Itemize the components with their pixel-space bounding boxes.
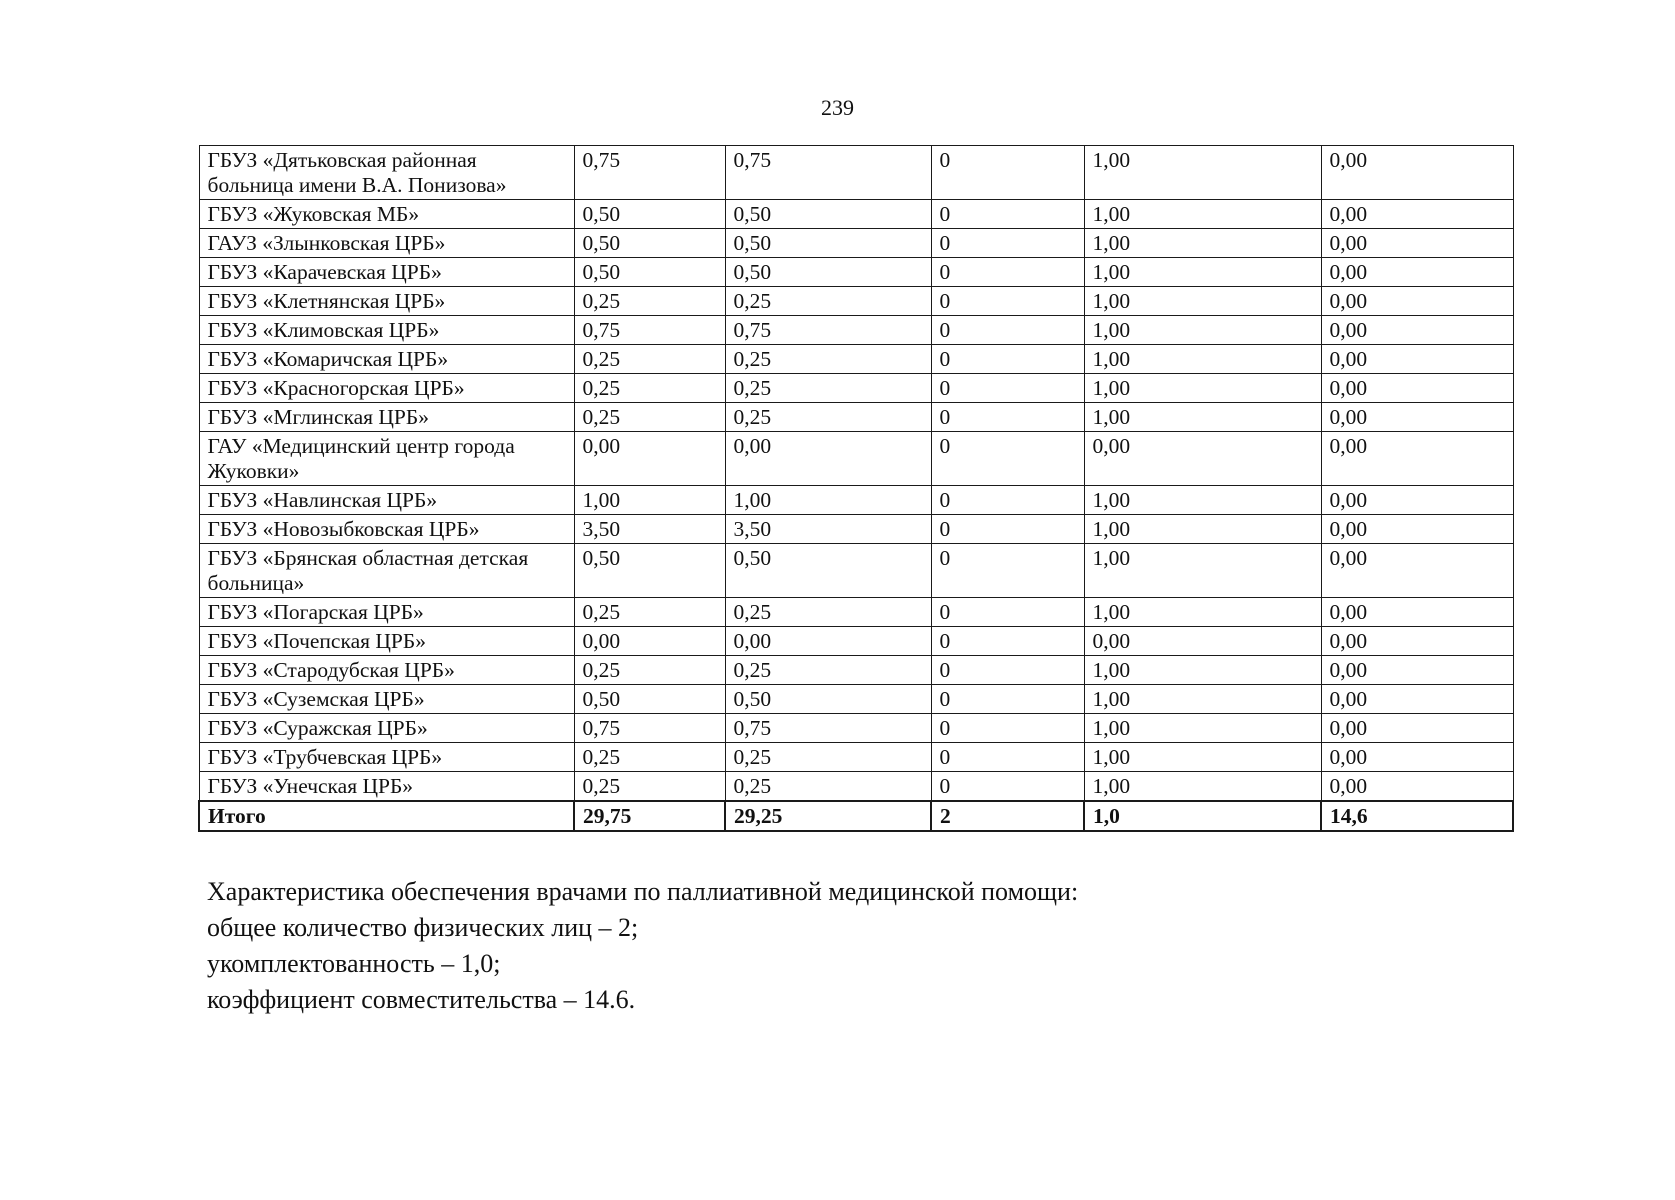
table-row [199, 743, 1513, 772]
value-col-4-cell: 1,00 [1084, 229, 1321, 258]
table-row [199, 714, 1513, 743]
value-col-1-cell: 0,25 [574, 287, 725, 316]
value-col-5-cell: 0,00 [1321, 374, 1513, 403]
value-col-2-cell: 0,25 [725, 374, 931, 403]
table-row [199, 146, 1513, 200]
total-value-col-1-cell: 29,75 [574, 801, 725, 831]
institution-name-cell: ГБУЗ «Комаричская ЦРБ» [199, 345, 574, 374]
value-col-1-cell: 0,50 [574, 544, 725, 598]
value-col-2-cell: 0,00 [725, 627, 931, 656]
value-col-3-cell: 0 [931, 432, 1084, 486]
value-col-2-cell: 0,50 [725, 544, 931, 598]
total-institution-name-cell: Итого [199, 801, 574, 831]
value-col-2-cell: 3,50 [725, 515, 931, 544]
value-col-2-cell: 0,25 [725, 345, 931, 374]
total-value-col-4-cell: 1,0 [1084, 801, 1321, 831]
value-col-4-cell: 1,00 [1084, 287, 1321, 316]
value-col-4-cell: 1,00 [1084, 598, 1321, 627]
institution-name-cell: ГБУЗ «Дятьковская районная больница имени В.А. Понизова» [199, 146, 574, 200]
value-col-1-cell: 1,00 [574, 486, 725, 515]
value-col-3-cell: 0 [931, 229, 1084, 258]
value-col-2-cell: 0,25 [725, 598, 931, 627]
value-col-3-cell: 0 [931, 403, 1084, 432]
value-col-2-cell: 0,50 [725, 229, 931, 258]
institution-name-cell: ГБУЗ «Навлинская ЦРБ» [199, 486, 574, 515]
value-col-4-cell: 1,00 [1084, 685, 1321, 714]
institution-name-cell: ГБУЗ «Климовская ЦРБ» [199, 316, 574, 345]
value-col-1-cell: 0,25 [574, 374, 725, 403]
summary-heading: Характеристика обеспечения врачами по паллиативной медицинской помощи: [207, 877, 1079, 906]
value-col-1-cell: 0,25 [574, 743, 725, 772]
value-col-3-cell: 0 [931, 345, 1084, 374]
value-col-5-cell: 0,00 [1321, 229, 1513, 258]
value-col-5-cell: 0,00 [1321, 200, 1513, 229]
institution-name-cell: ГБУЗ «Брянская областная детская больница» [199, 544, 574, 598]
value-col-1-cell: 0,50 [574, 258, 725, 287]
value-col-2-cell: 0,00 [725, 432, 931, 486]
institution-name-cell: ГАУ «Медицинский центр города Жуковки» [199, 432, 574, 486]
value-col-1-cell: 0,25 [574, 772, 725, 802]
value-col-5-cell: 0,00 [1321, 146, 1513, 200]
table-row [199, 598, 1513, 627]
value-col-5-cell: 0,00 [1321, 598, 1513, 627]
institution-name-cell: ГБУЗ «Жуковская МБ» [199, 200, 574, 229]
value-col-2-cell: 0,50 [725, 258, 931, 287]
value-col-5-cell: 0,00 [1321, 627, 1513, 656]
value-col-5-cell: 0,00 [1321, 772, 1513, 802]
value-col-1-cell: 0,00 [574, 432, 725, 486]
table-row [199, 772, 1513, 802]
value-col-2-cell: 0,25 [725, 772, 931, 802]
institution-name-cell: ГБУЗ «Трубчевская ЦРБ» [199, 743, 574, 772]
value-col-1-cell: 0,25 [574, 403, 725, 432]
value-col-4-cell: 1,00 [1084, 544, 1321, 598]
table-row [199, 229, 1513, 258]
summary-line-staffing-level: укомплектованность – 1,0; [207, 949, 501, 978]
value-col-2-cell: 0,75 [725, 146, 931, 200]
value-col-3-cell: 0 [931, 258, 1084, 287]
table-row [199, 287, 1513, 316]
staffing-table [198, 145, 1514, 832]
value-col-5-cell: 0,00 [1321, 258, 1513, 287]
institution-name-cell: ГБУЗ «Стародубская ЦРБ» [199, 656, 574, 685]
value-col-3-cell: 0 [931, 544, 1084, 598]
institution-name-cell: ГБУЗ «Погарская ЦРБ» [199, 598, 574, 627]
value-col-4-cell: 1,00 [1084, 486, 1321, 515]
value-col-1-cell: 0,25 [574, 656, 725, 685]
table-body [199, 146, 1513, 832]
value-col-3-cell: 0 [931, 316, 1084, 345]
value-col-5-cell: 0,00 [1321, 743, 1513, 772]
value-col-5-cell: 0,00 [1321, 403, 1513, 432]
summary-block [207, 874, 1507, 1018]
table-row [199, 544, 1513, 598]
value-col-3-cell: 0 [931, 772, 1084, 802]
value-col-2-cell: 0,25 [725, 743, 931, 772]
value-col-2-cell: 0,75 [725, 316, 931, 345]
table-row [199, 258, 1513, 287]
value-col-5-cell: 0,00 [1321, 544, 1513, 598]
value-col-4-cell: 0,00 [1084, 432, 1321, 486]
value-col-1-cell: 0,75 [574, 146, 725, 200]
value-col-1-cell: 0,50 [574, 685, 725, 714]
table-row [199, 374, 1513, 403]
value-col-3-cell: 0 [931, 714, 1084, 743]
table-row [199, 316, 1513, 345]
value-col-4-cell: 1,00 [1084, 345, 1321, 374]
value-col-3-cell: 0 [931, 656, 1084, 685]
value-col-2-cell: 0,25 [725, 287, 931, 316]
total-value-col-3-cell: 2 [931, 801, 1084, 831]
value-col-4-cell: 1,00 [1084, 316, 1321, 345]
table-row [199, 200, 1513, 229]
value-col-3-cell: 0 [931, 287, 1084, 316]
value-col-3-cell: 0 [931, 598, 1084, 627]
value-col-4-cell: 1,00 [1084, 200, 1321, 229]
value-col-5-cell: 0,00 [1321, 432, 1513, 486]
value-col-4-cell: 1,00 [1084, 258, 1321, 287]
value-col-1-cell: 0,50 [574, 229, 725, 258]
value-col-4-cell: 1,00 [1084, 515, 1321, 544]
institution-name-cell: ГБУЗ «Клетнянская ЦРБ» [199, 287, 574, 316]
value-col-2-cell: 0,50 [725, 200, 931, 229]
institution-name-cell: ГАУЗ «Злынковская ЦРБ» [199, 229, 574, 258]
institution-name-cell: ГБУЗ «Мглинская ЦРБ» [199, 403, 574, 432]
value-col-2-cell: 0,25 [725, 656, 931, 685]
value-col-5-cell: 0,00 [1321, 714, 1513, 743]
total-value-col-2-cell: 29,25 [725, 801, 931, 831]
value-col-4-cell: 1,00 [1084, 656, 1321, 685]
total-value-col-5-cell: 14,6 [1321, 801, 1513, 831]
table-row [199, 685, 1513, 714]
value-col-3-cell: 0 [931, 743, 1084, 772]
value-col-5-cell: 0,00 [1321, 287, 1513, 316]
value-col-1-cell: 0,00 [574, 627, 725, 656]
institution-name-cell: ГБУЗ «Карачевская ЦРБ» [199, 258, 574, 287]
value-col-4-cell: 1,00 [1084, 374, 1321, 403]
summary-line-physical-persons: общее количество физических лиц – 2; [207, 913, 639, 942]
value-col-3-cell: 0 [931, 627, 1084, 656]
table-row [199, 345, 1513, 374]
value-col-5-cell: 0,00 [1321, 486, 1513, 515]
table-row [199, 656, 1513, 685]
table-row [199, 515, 1513, 544]
page-number: 239 [821, 95, 854, 120]
value-col-1-cell: 0,50 [574, 200, 725, 229]
institution-name-cell: ГБУЗ «Суземская ЦРБ» [199, 685, 574, 714]
value-col-4-cell: 0,00 [1084, 627, 1321, 656]
value-col-3-cell: 0 [931, 486, 1084, 515]
value-col-5-cell: 0,00 [1321, 656, 1513, 685]
value-col-3-cell: 0 [931, 685, 1084, 714]
institution-name-cell: ГБУЗ «Суражская ЦРБ» [199, 714, 574, 743]
institution-name-cell: ГБУЗ «Почепская ЦРБ» [199, 627, 574, 656]
summary-line-combination-coefficient: коэффициент совместительства – 14.6. [207, 985, 636, 1014]
institution-name-cell: ГБУЗ «Новозыбковская ЦРБ» [199, 515, 574, 544]
table-row [199, 432, 1513, 486]
value-col-1-cell: 0,25 [574, 345, 725, 374]
value-col-3-cell: 0 [931, 146, 1084, 200]
value-col-3-cell: 0 [931, 374, 1084, 403]
institution-name-cell: ГБУЗ «Красногорская ЦРБ» [199, 374, 574, 403]
value-col-4-cell: 1,00 [1084, 403, 1321, 432]
value-col-2-cell: 1,00 [725, 486, 931, 515]
value-col-4-cell: 1,00 [1084, 743, 1321, 772]
table-row [199, 403, 1513, 432]
value-col-1-cell: 3,50 [574, 515, 725, 544]
value-col-5-cell: 0,00 [1321, 515, 1513, 544]
value-col-2-cell: 0,75 [725, 714, 931, 743]
institution-name-cell: ГБУЗ «Унечская ЦРБ» [199, 772, 574, 802]
value-col-1-cell: 0,75 [574, 316, 725, 345]
value-col-2-cell: 0,50 [725, 685, 931, 714]
total-row [199, 801, 1513, 831]
value-col-1-cell: 0,25 [574, 598, 725, 627]
value-col-3-cell: 0 [931, 515, 1084, 544]
value-col-1-cell: 0,75 [574, 714, 725, 743]
value-col-3-cell: 0 [931, 200, 1084, 229]
value-col-4-cell: 1,00 [1084, 714, 1321, 743]
table-row [199, 627, 1513, 656]
table-row [199, 486, 1513, 515]
value-col-4-cell: 1,00 [1084, 772, 1321, 802]
value-col-2-cell: 0,25 [725, 403, 931, 432]
value-col-5-cell: 0,00 [1321, 345, 1513, 374]
value-col-5-cell: 0,00 [1321, 316, 1513, 345]
value-col-5-cell: 0,00 [1321, 685, 1513, 714]
value-col-4-cell: 1,00 [1084, 146, 1321, 200]
